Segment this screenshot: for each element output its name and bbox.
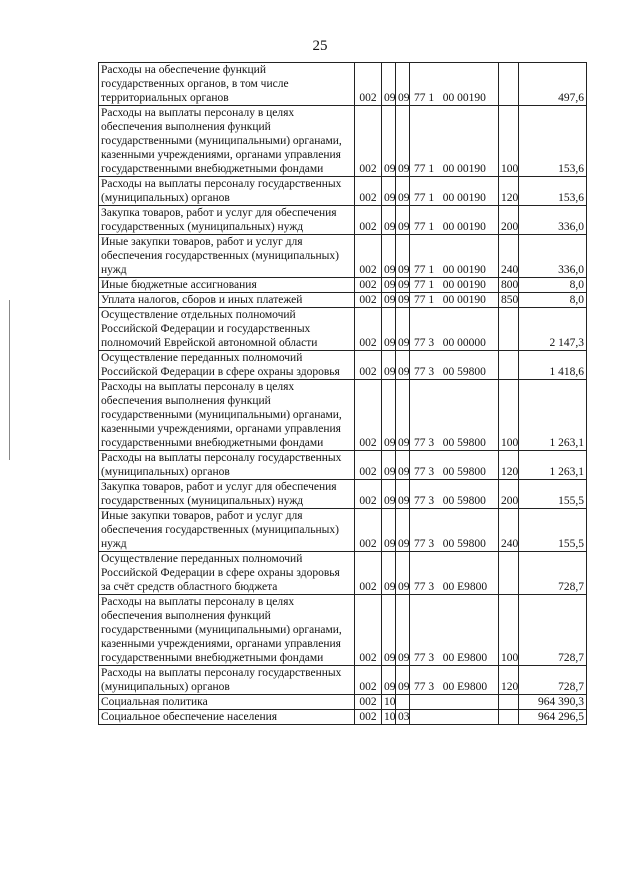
row-csr-text: 77 3 00 Е9800: [414, 581, 488, 593]
row-sum-cell: 155,5: [519, 480, 587, 509]
row-ved-cell: 002: [355, 235, 382, 278]
row-pr-cell: 09: [396, 177, 410, 206]
table-row: [99, 552, 587, 595]
row-pr-cell: 09: [396, 451, 410, 480]
row-vr-cell: 120: [499, 666, 519, 695]
row-ved-cell: 002: [355, 293, 382, 308]
row-rz-cell: 09: [382, 666, 396, 695]
row-pr-cell: 09: [396, 552, 410, 595]
row-csr-cell: [410, 666, 499, 695]
page-number: 25: [312, 38, 328, 54]
row-csr-cell: [410, 106, 499, 177]
row-rz-cell: 09: [382, 63, 396, 106]
row-csr-cell: [410, 206, 499, 235]
row-vr-cell: 100: [499, 595, 519, 666]
table-row: [99, 293, 587, 308]
row-rz-cell: 09: [382, 552, 396, 595]
row-csr-cell: [410, 351, 499, 380]
row-vr-cell: 100: [499, 380, 519, 451]
row-rz-cell: 09: [382, 177, 396, 206]
row-sum-cell: 1 418,6: [519, 351, 587, 380]
row-csr-cell: [410, 695, 499, 710]
budget-table: [98, 62, 587, 725]
table-row: [99, 451, 587, 480]
row-pr-cell: [396, 695, 410, 710]
row-sum-cell: 153,6: [519, 106, 587, 177]
row-sum-cell: 964 296,5: [519, 710, 587, 725]
row-rz-cell: 09: [382, 480, 396, 509]
row-ved-cell: 002: [355, 710, 382, 725]
row-name-cell: Иные закупки товаров, работ и услуг для обеспечения государственных (муниципальных) нужд: [99, 509, 355, 552]
row-rz-cell: 09: [382, 509, 396, 552]
row-name-cell: Иные закупки товаров, работ и услуг для обеспечения государственных (муниципальных) нужд: [99, 235, 355, 278]
table-row: [99, 63, 587, 106]
row-vr-cell: [499, 695, 519, 710]
row-vr-cell: [499, 308, 519, 351]
row-rz-cell: 09: [382, 293, 396, 308]
row-vr-cell: 120: [499, 177, 519, 206]
row-rz-cell: 09: [382, 106, 396, 177]
row-sum-cell: 8,0: [519, 278, 587, 293]
row-csr-cell: [410, 710, 499, 725]
row-csr-cell: [410, 480, 499, 509]
row-name-cell: Социальное обеспечение населения: [99, 710, 355, 725]
row-pr-cell: 09: [396, 308, 410, 351]
row-csr-text: 77 3 00 59800: [414, 366, 486, 378]
row-csr-text: 77 1 00 00190: [414, 163, 486, 175]
row-rz-cell: 09: [382, 235, 396, 278]
table-row: [99, 351, 587, 380]
row-ved-cell: 002: [355, 380, 382, 451]
row-sum-cell: 2 147,3: [519, 308, 587, 351]
row-rz-cell: 09: [382, 380, 396, 451]
row-rz-cell: 09: [382, 308, 396, 351]
row-sum-cell: 728,7: [519, 552, 587, 595]
row-vr-cell: 850: [499, 293, 519, 308]
row-pr-cell: 09: [396, 206, 410, 235]
row-csr-cell: [410, 380, 499, 451]
row-rz-cell: 09: [382, 278, 396, 293]
row-pr-cell: 09: [396, 380, 410, 451]
row-ved-cell: 002: [355, 106, 382, 177]
row-vr-cell: 200: [499, 480, 519, 509]
row-csr-text: 77 3 00 59800: [414, 437, 486, 449]
row-sum-cell: 153,6: [519, 177, 587, 206]
row-ved-cell: 002: [355, 351, 382, 380]
row-csr-text: 77 1 00 00190: [414, 264, 486, 276]
row-name-cell: Осуществление переданных полномочий Российской Федерации в сфере охраны здоровья: [99, 351, 355, 380]
row-name-cell: Расходы на выплаты персоналу государственных (муниципальных) органов: [99, 451, 355, 480]
row-vr-cell: [499, 63, 519, 106]
row-vr-cell: [499, 552, 519, 595]
row-pr-cell: 09: [396, 293, 410, 308]
row-sum-cell: 336,0: [519, 235, 587, 278]
row-pr-cell: 09: [396, 480, 410, 509]
row-ved-cell: 002: [355, 206, 382, 235]
row-name-cell: Расходы на выплаты персоналу государственных (муниципальных) органов: [99, 666, 355, 695]
row-vr-cell: 240: [499, 509, 519, 552]
row-csr-text: 77 3 00 59800: [414, 495, 486, 507]
binding-edge-line: [9, 300, 10, 460]
row-csr-cell: [410, 63, 499, 106]
row-name-cell: Закупка товаров, работ и услуг для обеспечения государственных (муниципальных) нужд: [99, 206, 355, 235]
row-ved-cell: 002: [355, 177, 382, 206]
row-vr-cell: 200: [499, 206, 519, 235]
row-ved-cell: 002: [355, 595, 382, 666]
row-name-cell: Расходы на выплаты персоналу в целях обеспечения выполнения функций государственными (муниципальными) органами, казенными учреждениями, органами управления государственными внебюджетными фондами: [99, 106, 355, 177]
row-csr-cell: [410, 552, 499, 595]
row-csr-cell: [410, 308, 499, 351]
row-sum-cell: 728,7: [519, 666, 587, 695]
row-rz-cell: 09: [382, 451, 396, 480]
row-name-cell: Расходы на обеспечение функций государственных органов, в том числе территориальных органов: [99, 63, 355, 106]
row-csr-text: 77 1 00 00190: [414, 192, 486, 204]
row-pr-cell: 09: [396, 278, 410, 293]
row-rz-cell: 10: [382, 710, 396, 725]
row-ved-cell: 002: [355, 308, 382, 351]
row-pr-cell: 09: [396, 509, 410, 552]
row-csr-text: 77 1 00 00190: [414, 279, 486, 291]
row-name-cell: Социальная политика: [99, 695, 355, 710]
table-row: [99, 666, 587, 695]
table-row: [99, 235, 587, 278]
row-name-cell: Уплата налогов, сборов и иных платежей: [99, 293, 355, 308]
table-row: [99, 206, 587, 235]
row-sum-cell: 336,0: [519, 206, 587, 235]
row-csr-text: 77 3 00 59800: [414, 538, 486, 550]
row-vr-cell: 120: [499, 451, 519, 480]
row-rz-cell: 09: [382, 595, 396, 666]
row-ved-cell: 002: [355, 63, 382, 106]
row-ved-cell: 002: [355, 666, 382, 695]
row-name-cell: Расходы на выплаты персоналу в целях обеспечения выполнения функций государственными (муниципальными) органами, казенными учреждениями, органами управления государственными внебюджетными фондами: [99, 380, 355, 451]
row-vr-cell: 800: [499, 278, 519, 293]
row-sum-cell: 1 263,1: [519, 451, 587, 480]
table-row: [99, 695, 587, 710]
row-ved-cell: 002: [355, 509, 382, 552]
row-pr-cell: 09: [396, 595, 410, 666]
row-csr-text: 77 3 00 Е9800: [414, 652, 488, 664]
row-rz-cell: 10: [382, 695, 396, 710]
row-name-cell: Расходы на выплаты персоналу государственных (муниципальных) органов: [99, 177, 355, 206]
row-name-cell: Расходы на выплаты персоналу в целях обеспечения выполнения функций государственными (муниципальными) органами, казенными учреждениями, органами управления государственными внебюджетными фондами: [99, 595, 355, 666]
row-csr-cell: [410, 595, 499, 666]
row-pr-cell: 09: [396, 666, 410, 695]
table-row: [99, 595, 587, 666]
table-row: [99, 710, 587, 725]
row-ved-cell: 002: [355, 552, 382, 595]
table-row: [99, 380, 587, 451]
row-csr-text: 77 3 00 Е9800: [414, 681, 488, 693]
row-csr-cell: [410, 177, 499, 206]
table-row: [99, 278, 587, 293]
row-rz-cell: 09: [382, 351, 396, 380]
row-sum-cell: 728,7: [519, 595, 587, 666]
row-pr-cell: 09: [396, 235, 410, 278]
row-sum-cell: 964 390,3: [519, 695, 587, 710]
row-ved-cell: 002: [355, 451, 382, 480]
table-row: [99, 177, 587, 206]
row-vr-cell: 240: [499, 235, 519, 278]
table-row: [99, 308, 587, 351]
row-vr-cell: [499, 710, 519, 725]
table-row: [99, 509, 587, 552]
row-csr-text: 77 1 00 00190: [414, 294, 486, 306]
row-ved-cell: 002: [355, 480, 382, 509]
table-row: [99, 106, 587, 177]
row-vr-cell: 100: [499, 106, 519, 177]
budget-table-body: [99, 63, 587, 725]
row-sum-cell: 155,5: [519, 509, 587, 552]
row-csr-text: 77 1 00 00190: [414, 221, 486, 233]
row-csr-text: 77 1 00 00190: [414, 92, 486, 104]
row-csr-text: 77 3 00 59800: [414, 466, 486, 478]
row-pr-cell: 09: [396, 63, 410, 106]
row-sum-cell: 8,0: [519, 293, 587, 308]
row-pr-cell: 09: [396, 106, 410, 177]
row-csr-cell: [410, 451, 499, 480]
row-csr-cell: [410, 293, 499, 308]
row-name-cell: Осуществление отдельных полномочий Российской Федерации и государственных полномочий Еврейской автономной области: [99, 308, 355, 351]
row-vr-cell: [499, 351, 519, 380]
row-name-cell: Закупка товаров, работ и услуг для обеспечения государственных (муниципальных) нужд: [99, 480, 355, 509]
row-csr-cell: [410, 278, 499, 293]
row-csr-cell: [410, 509, 499, 552]
table-row: [99, 480, 587, 509]
row-ved-cell: 002: [355, 278, 382, 293]
row-pr-cell: 09: [396, 351, 410, 380]
row-sum-cell: 497,6: [519, 63, 587, 106]
row-csr-text: 77 3 00 00000: [414, 337, 486, 349]
row-ved-cell: 002: [355, 695, 382, 710]
row-name-cell: Осуществление переданных полномочий Российской Федерации в сфере охраны здоровья за счёт средств областного бюджета: [99, 552, 355, 595]
row-pr-cell: 03: [396, 710, 410, 725]
row-rz-cell: 09: [382, 206, 396, 235]
row-sum-cell: 1 263,1: [519, 380, 587, 451]
row-csr-cell: [410, 235, 499, 278]
row-name-cell: Иные бюджетные ассигнования: [99, 278, 355, 293]
